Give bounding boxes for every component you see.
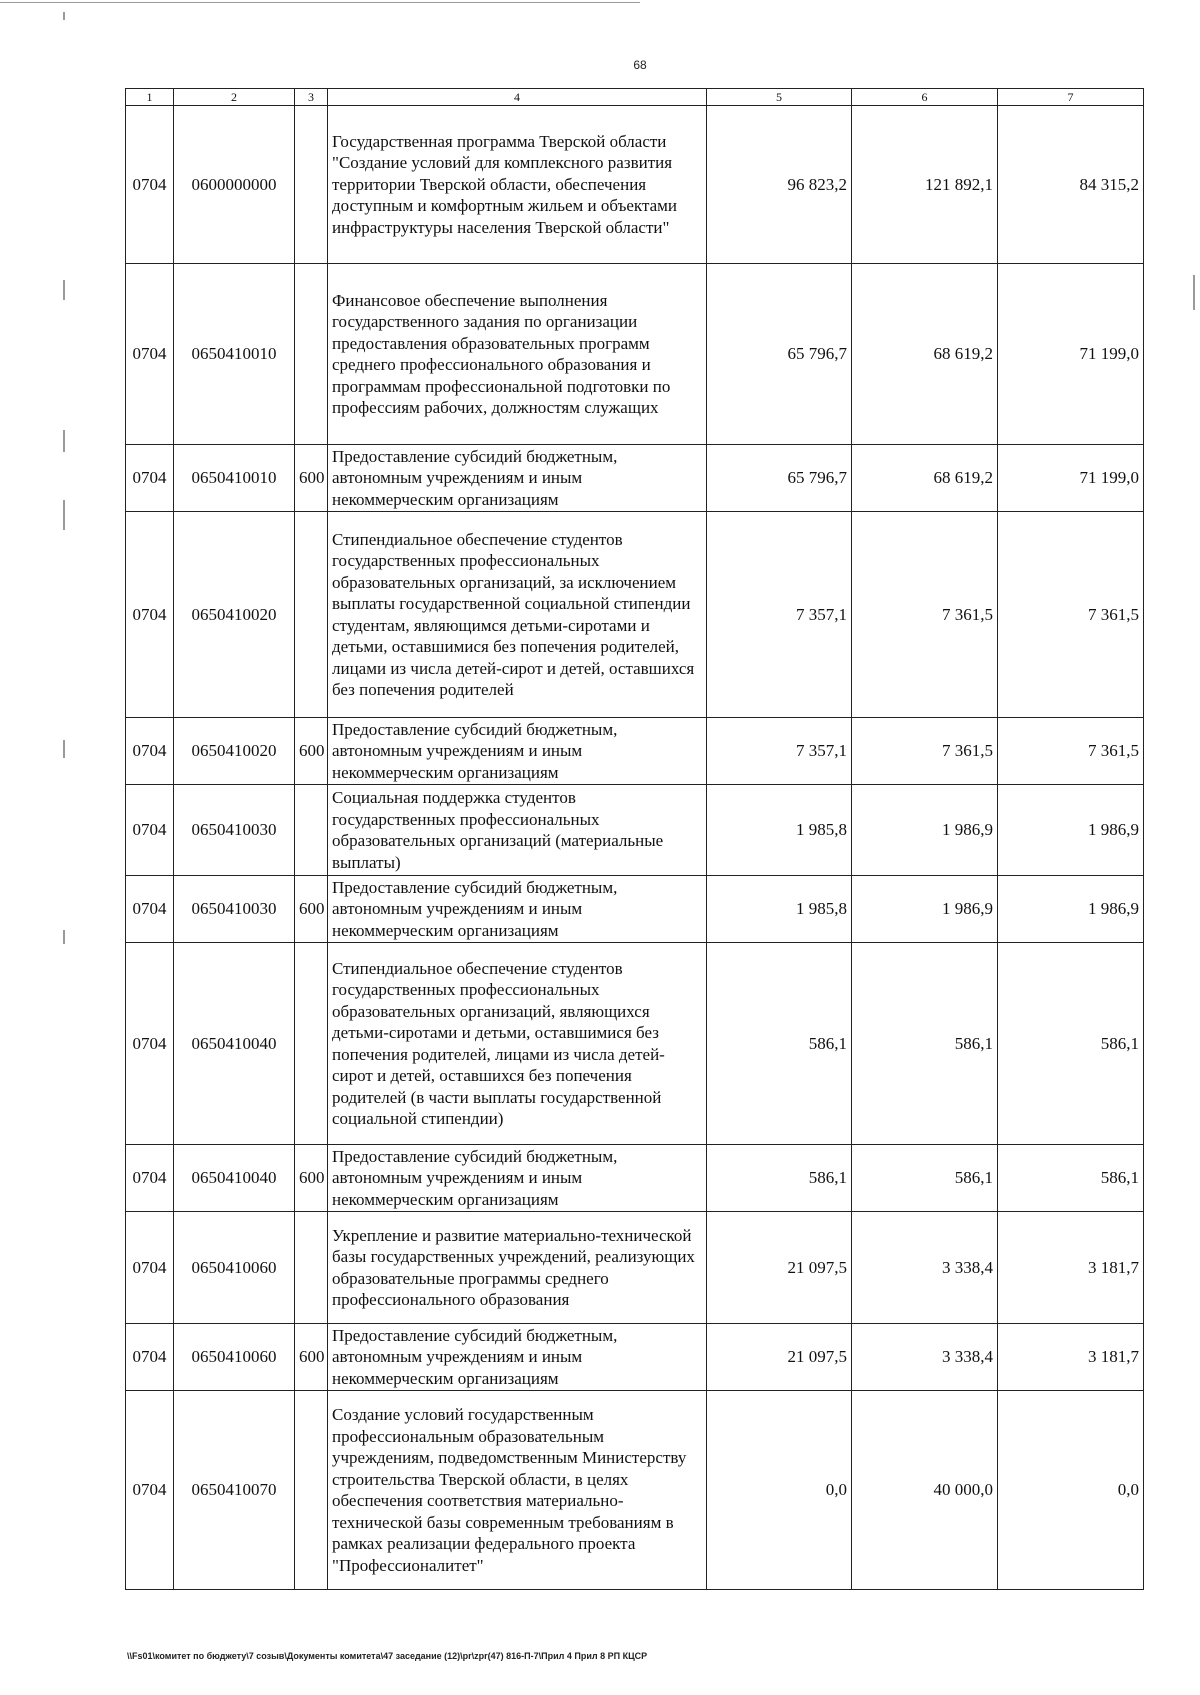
- expense-type-cell: 600: [295, 876, 328, 943]
- section-cell: 0704: [126, 785, 174, 876]
- name-cell: Предоставление субсидий бюджетным, автономным учреждениям и иным некоммерческим организациям: [328, 1145, 707, 1212]
- target-code-cell: 0650410040: [174, 1145, 295, 1212]
- scan-speck: [63, 740, 65, 758]
- amount-col6-cell: 3 338,4: [852, 1324, 998, 1391]
- amount-col5-cell: 21 097,5: [707, 1324, 852, 1391]
- amount-col7-cell: 1 986,9: [998, 876, 1144, 943]
- name-cell: Социальная поддержка студентов государственных профессиональных образовательных организаций (материальные выплаты): [328, 785, 707, 876]
- name-cell: Стипендиальное обеспечение студентов государственных профессиональных образовательных организаций, являющихся детьми-сиротами и детьми, оставшимися без попечения родителей, лицами из числа детей-сирот и детей, оставшихся без попечения родителей (в части выплаты государственной социальной стипендии): [328, 943, 707, 1145]
- page-number: 68: [633, 58, 647, 72]
- target-code-cell: 0650410030: [174, 876, 295, 943]
- target-code-cell: 0650410010: [174, 264, 295, 445]
- section-cell: 0704: [126, 264, 174, 445]
- column-header: 2: [174, 89, 295, 106]
- target-code-cell: 0650410040: [174, 943, 295, 1145]
- expense-type-cell: [295, 1212, 328, 1324]
- table-row: [126, 1145, 1144, 1212]
- section-cell: 0704: [126, 445, 174, 512]
- target-code-cell: 0650410070: [174, 1391, 295, 1590]
- scan-edge-line: [0, 2, 640, 3]
- target-code-cell: 0650410060: [174, 1324, 295, 1391]
- column-header: 3: [295, 89, 328, 106]
- scan-speck: [63, 280, 65, 300]
- amount-col5-cell: 96 823,2: [707, 106, 852, 264]
- amount-col5-cell: 65 796,7: [707, 264, 852, 445]
- amount-col5-cell: 21 097,5: [707, 1212, 852, 1324]
- amount-col7-cell: 7 361,5: [998, 512, 1144, 718]
- name-cell: Государственная программа Тверской области "Создание условий для комплексного развития территории Тверской области, обеспечения доступным и комфортным жильем и объектами инфраструктуры населения Тверской области": [328, 106, 707, 264]
- column-header: 4: [328, 89, 707, 106]
- amount-col6-cell: 1 986,9: [852, 876, 998, 943]
- column-header: 7: [998, 89, 1144, 106]
- target-code-cell: 0650410060: [174, 1212, 295, 1324]
- amount-col7-cell: 586,1: [998, 943, 1144, 1145]
- amount-col6-cell: 7 361,5: [852, 512, 998, 718]
- scan-speck: [63, 500, 65, 530]
- expense-type-cell: 600: [295, 1145, 328, 1212]
- table-row: [126, 512, 1144, 718]
- expense-type-cell: 600: [295, 718, 328, 785]
- amount-col5-cell: 0,0: [707, 1391, 852, 1590]
- name-cell: Создание условий государственным профессиональным образовательным учреждениям, подведомственным Министерству строительства Тверской области, в целях обеспечения соответствия материально-технической базы современным требованиям в рамках реализации федерального проекта "Профессионалитет": [328, 1391, 707, 1590]
- expense-type-cell: [295, 943, 328, 1145]
- table-row: [126, 876, 1144, 943]
- name-cell: Стипендиальное обеспечение студентов государственных профессиональных образовательных организаций, за исключением выплаты государственной социальной стипендии студентам, являющимся детьми-сиротами и детьми, оставшимися без попечения родителей, лицами из числа детей-сирот и детей, оставшихся без попечения родителей: [328, 512, 707, 718]
- name-cell: Финансовое обеспечение выполнения государственного задания по организации предоставления образовательных программ среднего профессионального образования и программам профессиональной подготовки по профессиям рабочих, должностям служащих: [328, 264, 707, 445]
- amount-col6-cell: 1 986,9: [852, 785, 998, 876]
- name-cell: Предоставление субсидий бюджетным, автономным учреждениям и иным некоммерческим организациям: [328, 718, 707, 785]
- target-code-cell: 0650410010: [174, 445, 295, 512]
- table-row: [126, 264, 1144, 445]
- target-code-cell: 0650410020: [174, 512, 295, 718]
- amount-col7-cell: 586,1: [998, 1145, 1144, 1212]
- amount-col5-cell: 7 357,1: [707, 512, 852, 718]
- amount-col7-cell: 0,0: [998, 1391, 1144, 1590]
- table-row: [126, 718, 1144, 785]
- expense-type-cell: 600: [295, 1324, 328, 1391]
- expense-type-cell: [295, 106, 328, 264]
- amount-col5-cell: 7 357,1: [707, 718, 852, 785]
- expense-type-cell: 600: [295, 445, 328, 512]
- section-cell: 0704: [126, 943, 174, 1145]
- amount-col6-cell: 586,1: [852, 1145, 998, 1212]
- amount-col5-cell: 586,1: [707, 943, 852, 1145]
- amount-col7-cell: 3 181,7: [998, 1324, 1144, 1391]
- amount-col7-cell: 1 986,9: [998, 785, 1144, 876]
- expense-type-cell: [295, 264, 328, 445]
- amount-col6-cell: 68 619,2: [852, 264, 998, 445]
- section-cell: 0704: [126, 1212, 174, 1324]
- section-cell: 0704: [126, 1391, 174, 1590]
- section-cell: 0704: [126, 512, 174, 718]
- column-header: 1: [126, 89, 174, 106]
- expense-type-cell: [295, 512, 328, 718]
- target-code-cell: 0650410020: [174, 718, 295, 785]
- amount-col6-cell: 7 361,5: [852, 718, 998, 785]
- amount-col7-cell: 84 315,2: [998, 106, 1144, 264]
- section-cell: 0704: [126, 1145, 174, 1212]
- footer-file-path: \\Fs01\комитет по бюджету\7 созыв\Документы комитета\47 заседание (12)\pr\zpr(47) 816-П-7\Прил 4 Прил 8 РП КЦСР: [127, 1651, 648, 1661]
- amount-col7-cell: 7 361,5: [998, 718, 1144, 785]
- table-row: [126, 943, 1144, 1145]
- name-cell: Предоставление субсидий бюджетным, автономным учреждениям и иным некоммерческим организациям: [328, 876, 707, 943]
- amount-col5-cell: 586,1: [707, 1145, 852, 1212]
- amount-col6-cell: 68 619,2: [852, 445, 998, 512]
- table-row: [126, 1324, 1144, 1391]
- column-header: 6: [852, 89, 998, 106]
- budget-table: [125, 88, 1144, 1590]
- amount-col7-cell: 71 199,0: [998, 264, 1144, 445]
- amount-col7-cell: 3 181,7: [998, 1212, 1144, 1324]
- table-row: [126, 785, 1144, 876]
- table-row: [126, 445, 1144, 512]
- amount-col6-cell: 586,1: [852, 943, 998, 1145]
- target-code-cell: 0650410030: [174, 785, 295, 876]
- table-row: [126, 1391, 1144, 1590]
- section-cell: 0704: [126, 876, 174, 943]
- scan-speck: [63, 430, 65, 452]
- name-cell: Предоставление субсидий бюджетным, автономным учреждениям и иным некоммерческим организациям: [328, 1324, 707, 1391]
- amount-col5-cell: 1 985,8: [707, 876, 852, 943]
- header-row: [126, 89, 1144, 106]
- amount-col5-cell: 65 796,7: [707, 445, 852, 512]
- section-cell: 0704: [126, 106, 174, 264]
- scan-speck: [63, 930, 65, 944]
- table-row: [126, 106, 1144, 264]
- amount-col6-cell: 121 892,1: [852, 106, 998, 264]
- column-header: 5: [707, 89, 852, 106]
- scan-speck: [1193, 275, 1195, 310]
- target-code-cell: 0600000000: [174, 106, 295, 264]
- scan-speck: [63, 12, 65, 20]
- amount-col5-cell: 1 985,8: [707, 785, 852, 876]
- amount-col6-cell: 40 000,0: [852, 1391, 998, 1590]
- expense-type-cell: [295, 1391, 328, 1590]
- table-row: [126, 1212, 1144, 1324]
- name-cell: Укрепление и развитие материально-технической базы государственных учреждений, реализующих образовательные программы среднего профессионального образования: [328, 1212, 707, 1324]
- section-cell: 0704: [126, 1324, 174, 1391]
- name-cell: Предоставление субсидий бюджетным, автономным учреждениям и иным некоммерческим организациям: [328, 445, 707, 512]
- expense-type-cell: [295, 785, 328, 876]
- section-cell: 0704: [126, 718, 174, 785]
- amount-col6-cell: 3 338,4: [852, 1212, 998, 1324]
- amount-col7-cell: 71 199,0: [998, 445, 1144, 512]
